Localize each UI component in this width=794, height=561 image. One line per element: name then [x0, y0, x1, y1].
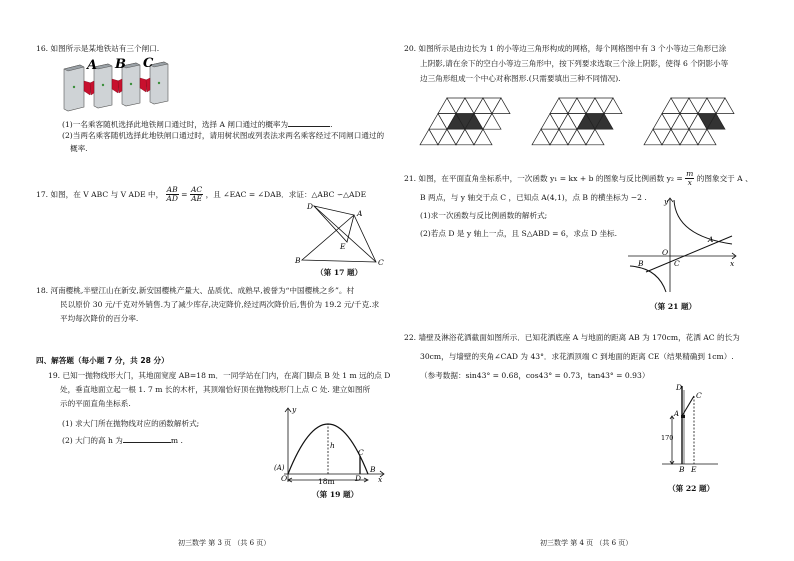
- q16-stem: 16. 如图所示是某地铁站有三个闸口.: [36, 44, 160, 53]
- q21-label-b: B: [638, 259, 644, 268]
- q17-label-c: C: [378, 258, 384, 267]
- q20-grid-2: [530, 96, 640, 146]
- q22-label-d: D: [676, 383, 683, 392]
- q20-grid-3: [642, 96, 752, 146]
- q17-caption: （第 17 题）: [316, 268, 363, 277]
- q20-line3: 边三角形组成一个中心对称图形.(只需要填出三种不同情况).: [420, 74, 621, 83]
- q16-part2-line2: 概率.: [70, 144, 88, 153]
- q19-label-y: y: [292, 405, 297, 414]
- q22-caption: （第 22 题）: [668, 484, 715, 493]
- q16-answer-blank[interactable]: [288, 118, 330, 127]
- q21-part1: (1)求一次函数与反比例函数的解析式;: [420, 211, 548, 220]
- q22-label-e: E: [691, 465, 697, 474]
- q22-shower-figure: [660, 382, 720, 478]
- q19-answer-blank[interactable]: [123, 434, 171, 443]
- q18-line1: 18. 河南樱桃,半壁江山在新安,新安国樱桃产量大、品质优、成熟早,被誉为“中国樱桃之乡”。村: [36, 286, 355, 295]
- q16-part1: (1)一名乘客随机选择此地铁闸口通过时，选择 A 闸口通过的概率为 .: [62, 120, 333, 129]
- q19-label-width: 18m: [318, 477, 335, 486]
- q18-line3: 平均每次降价的百分率.: [60, 314, 139, 323]
- gate-label-c: C: [143, 56, 154, 71]
- q21-label-o: O: [662, 248, 669, 257]
- q22-label-a: A: [674, 410, 680, 418]
- subway-gates-figure: [60, 57, 180, 112]
- q16-part2-line1: (2)当两名乘客随机选择此地铁闸口通过时，请用树状图或列表法求两名乘客经过不同闸口通过的: [62, 131, 385, 140]
- q17-stem: 17. 如图，在 V ABC 与 V ADE 中， $\frac{AB}{AD}$ = $\frac{AC}{AE}$ ，且 ∠EAC = ∠DAB．求证：△ABC ∽△ADE: [36, 185, 367, 204]
- q18-line2: 民以原价 30 元/千克对外销售.为了减少库存,决定降价,经过两次降价后,售价为 19.2 元/千克.求: [60, 300, 380, 309]
- q21-line2: B 两点，与 y 轴交于点 C ，已知点 A(4,1)，点 B 的横坐标为 −2 .: [420, 193, 647, 202]
- q19-caption: （第 19 题）: [312, 490, 359, 499]
- q19-line1: 19. 已知一抛物线形大门，其地面宽度 AB=18 m．一同学站在门内，在离门脚点 B 处 1 m 远的点 D: [48, 371, 391, 380]
- left-footer: 初三数学 第 3 页 （共 6 页）: [178, 539, 271, 547]
- q19-label-b: B: [370, 465, 376, 474]
- q17-fraction-2: $\frac{AC}{AE}$: [190, 185, 203, 204]
- q20-line2: 上阴影,请在余下的空白小等边三角形中，按下列要求选取三个涂上阴影，使得 6 个阴影小等: [420, 59, 729, 68]
- q19-label-a: (A): [274, 464, 285, 472]
- q19-label-h: h: [330, 441, 335, 450]
- q19-label-d: D: [355, 474, 362, 483]
- q21-line1: 21. 如图，在平面直角坐标系中，一次函数 y₁ = kx + b 的图象与反比例函数 y₂ = $\frac{m}{x}$ 的图象交于 A 、: [404, 169, 753, 188]
- q22-label-c: C: [696, 391, 702, 400]
- q21-label-c: C: [674, 259, 680, 268]
- q17-label-a: A: [357, 209, 363, 218]
- q21-label-y: y: [664, 197, 669, 206]
- q17-fraction-1: $\frac{AB}{AD}$: [166, 185, 178, 204]
- q17-label-e: E: [340, 242, 346, 251]
- q19-part1: (1) 求大门所在抛物线对应的函数解析式;: [62, 419, 200, 428]
- q22-line1: 22. 墙壁及淋浴花洒截面如图所示．已知花洒底座 A 与地面的距离 AB 为 170cm，花洒 AC 的长为: [404, 333, 740, 342]
- q19-part2: (2) 大门的高 h 为 m .: [62, 436, 183, 445]
- right-footer: 初三数学 第 4 页 （共 6 页）: [540, 539, 633, 547]
- q22-line3: （参考数据：sin43° = 0.68，cos43° = 0.73，tan43° = 0.93）: [420, 371, 650, 380]
- section-heading: 四、解答题（每小题 7 分，共 28 分）: [36, 356, 169, 365]
- gate-label-b: B: [115, 57, 126, 72]
- q21-function-figure: [628, 196, 738, 296]
- q22-label-b: B: [679, 465, 685, 474]
- q19-label-o: O: [281, 474, 288, 483]
- q21-label-x: x: [730, 259, 735, 268]
- q17-label-d: D: [307, 202, 314, 211]
- q21-fraction: $\frac{m}{x}$: [686, 169, 694, 188]
- q20-grid-1: [418, 96, 528, 146]
- q19-line2: 处，垂直地面立起一根 1. 7 m 长的木杆，其顶端恰好顶在抛物线形门上点 C 处. 建立如图所: [60, 385, 371, 394]
- q19-label-c: C: [358, 448, 364, 457]
- q19-parabola-figure: [270, 404, 390, 486]
- q22-line2: 30cm，与墙壁的夹角∠CAD 为 43°．求花洒顶端 C 到地面的距离 CE（结果精确到 1cm）.: [420, 352, 734, 361]
- q20-line1: 20. 如图所示是由边长为 1 的小等边三角形构成的网格，每个网格图中有 3 个小等边三角形已涂: [404, 44, 727, 53]
- q21-label-a: A: [708, 235, 714, 244]
- q17-triangle-figure: [295, 200, 390, 270]
- gate-label-a: A: [87, 58, 98, 73]
- q19-label-x: x: [378, 475, 383, 484]
- q22-label-length: 170: [661, 434, 674, 442]
- q21-caption: （第 21 题）: [650, 302, 697, 311]
- q19-line3: 示的平面直角坐标系.: [60, 399, 131, 408]
- q21-part2: (2)若点 D 是 y 轴上一点，且 S△ABD = 6，求点 D 坐标.: [420, 229, 618, 238]
- q17-label-b: B: [295, 256, 301, 265]
